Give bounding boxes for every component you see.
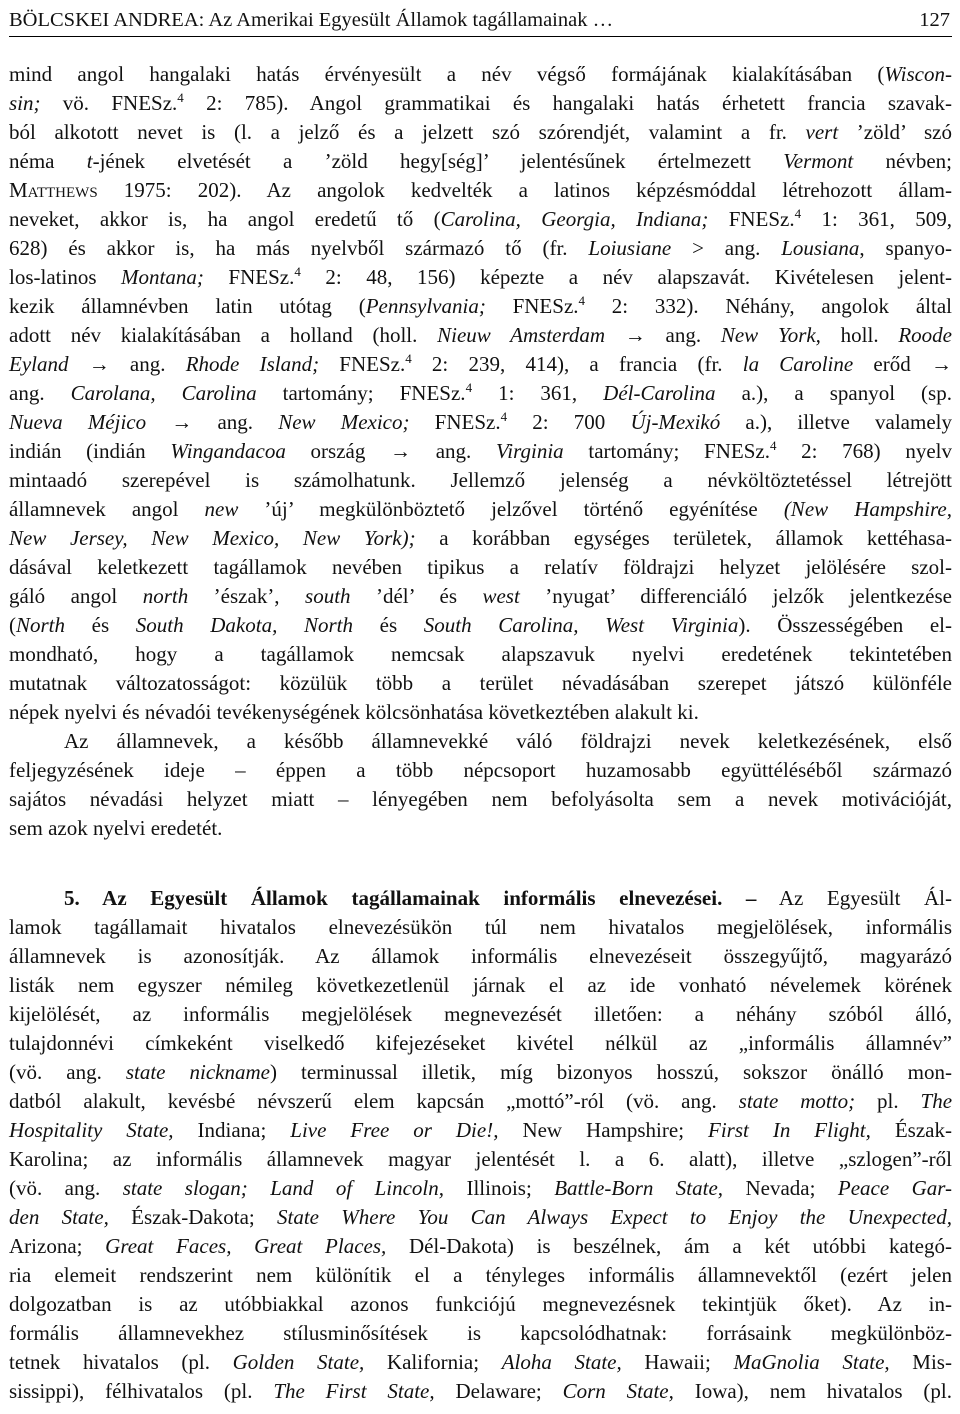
header-title [9, 9, 613, 32]
paragraph: tulajdonnévi címkeként viselkedő kifejezéseket kivétel nélkül az „informális államnév” [9, 1031, 952, 1055]
paragraph: ból alkotott nevet is (l. a jelző és a jelzett szó szórendjét, valamint a fr. vert ’zöld’ szó [9, 120, 953, 144]
paragraph: los-latinos Montana; FNESz.$^4$ 2: 48, 156) képezte a név alapszavát. Kivételesen jelent- [9, 264, 952, 289]
paragraph: népek nyelvi és névadói tevékenységének kölcsönhatása következtében alakult ki. [9, 700, 699, 724]
paragraph: Hospitality State, Indiana; Live Free or Die!, New Hampshire; First In Flight, Észak- [9, 1118, 952, 1142]
paragraph: dolgozatban is az utóbbiakkal azonos funkciójú megnevezésnek tekintjük őket). Az in- [9, 1292, 952, 1316]
paragraph: 628) és akkor is, ha más nyelvből származó tő (fr. Loiusiane > ang. Lousiana, spanyo- [9, 236, 952, 260]
paragraph: (vö. ang. state slogan; Land of Lincoln, Illinois; Battle-Born State, Nevada; Peace Gar- [9, 1176, 953, 1200]
paragraph: Arizona; Great Faces, Great Places, Dél-Dakota) is beszélnek, ám a két utóbbi kategó- [9, 1234, 952, 1258]
paragraph: Karolina; az informális államnevek magyar jelentését l. a 6. alatt), illetve „szlogen”-ről [9, 1147, 952, 1171]
header-author: BÖLCSKEI ANDREA [9, 9, 199, 31]
paragraph: (vö. ang. state nickname) terminussal illetik, míg bizonyos hosszú, sokszor önálló mon- [9, 1060, 952, 1084]
paragraph: kezik államnévben latin utótag (Pennsylvania; FNESz.$^4$ 2: 332). Néhány, angolok által [9, 293, 952, 318]
paragraph: sissippi), félhivatalos (pl. The First State, Delaware; Corn State, Iowa), nem hivatalos (pl. [9, 1379, 953, 1403]
paragraph: den State, Észak-Dakota; State Where You Can Always Expect to Enjoy the Unexpected, [9, 1205, 952, 1229]
paragraph: mintaadó szerepével is számolhatunk. Jellemző jelenség a névköltöztetéssel létrejött [9, 468, 952, 492]
paragraph: sem azok nyelvi eredetét. [9, 816, 223, 840]
paragraph: feljegyzésének ideje – éppen a több népcsoport huzamosabb együttéléséből származó [9, 758, 952, 782]
paragraph: neveket, akkor is, ha angol eredetű tő (Carolina, Georgia, Indiana; FNESz.$^4$ 1: 361, 509, [9, 206, 952, 231]
paragraph: listák nem egyszer némileg következetlenül járnak el az ide vonható névelemek körének [9, 973, 952, 997]
paragraph: kijelölését, az informális megjelölések megnevezését illetően: a néhány szóból álló, [9, 1002, 952, 1026]
paragraph: lamok tagállamait hivatalos elnevezésükön túl nem hivatalos megjelölések, informális [9, 915, 952, 939]
body-text [9, 60, 952, 1406]
section-heading-paragraph: 5. Az Egyesült Államok tagállamainak informális elnevezései. – Az Egyesült Ál- [64, 886, 952, 910]
paragraph: Az államnevek, a később államnevekké váló földrajzi nevek keletkezésének, első [64, 729, 952, 753]
paragraph: államnevek angol new ’új’ megkülönböztető jelzővel történő egyénítése (New Hampshire, [9, 497, 952, 521]
paragraph: ria elemeit rendszerint nem különítik el a tényleges informális államnevektől (ezért jelen [9, 1263, 952, 1287]
paragraph: New Jersey, New Mexico, New York); a korábban egységes területek, államok kettéhasa- [9, 526, 953, 550]
paragraph: datból alakult, kevésbé névszerű elem kapcsán „mottó”-ról (vö. ang. state motto; pl. The [9, 1089, 953, 1113]
paragraph: indián (indián Wingandacoa ország → ang. Virginia tartomány; FNESz.$^4$ 2: 768) nyelv [9, 438, 952, 463]
paragraph: adott név kialakításában a holland (holl. Nieuw Amsterdam → ang. New York, holl. Roode [9, 323, 953, 347]
paragraph: néma t-jének elvetését a ’zöld hegy[ség]’ jelentésűnek értelmezett Vermont névben; [9, 149, 952, 173]
paragraph: mondható, hogy a tagállamok nemcsak alapszavuk nyelvi eredetének tekintetében [9, 642, 952, 666]
paragraph: tetnek hivatalos (pl. Golden State, Kalifornia; Aloha State, Hawaii; MaGnolia State, Mis- [9, 1350, 952, 1374]
paragraph: államnevek is azonosítják. Az államok informális elnevezéseit összegyűjtő, magyarázó [9, 944, 952, 968]
paragraph: gáló angol north ’észak’, south ’dél’ és west ’nyugat’ differenciáló jelzők jelentkezése [9, 584, 953, 608]
paragraph: ang. Carolana, Carolina tartomány; FNESz.$^4$ 1: 361, Dél-Carolina a.), a spanyol (sp. [9, 380, 952, 405]
paragraph: sin; vö. FNESz.$^4$ 2: 785). Angol grammatikai és hangalaki hatás érhetett francia szavak- [9, 90, 952, 115]
paragraph: formális államnevekhez stílusminősítések is kapcsolódhatnak: forrásaink megkülönböz- [9, 1321, 952, 1345]
paragraph: mind angol hangalaki hatás érvényesült a név végső formájának kialakításában (Wiscon- [9, 62, 952, 86]
paragraph: (North és South Dakota, North és South Carolina, West Virginia). Összességében el- [9, 613, 952, 637]
header-title-text: : Az Amerikai Egyesült Államok tagállamainak … [198, 9, 614, 31]
paragraph: Nueva Méjico → ang. New Mexico; FNESz.$^4$ 2: 700 Új-Mexikó a.), illetve valamely [9, 409, 952, 434]
paragraph: mutatnak változatosságot: közülük több a terület névadásában szerepet játszó különféle [9, 671, 952, 695]
paragraph: Matthews 1975: 202). Az angolok kedvelték a latinos képzésmóddal létrehozott állam- [9, 178, 952, 202]
running-header [9, 6, 952, 37]
page-number: 127 [919, 9, 950, 31]
paragraph: Eyland → ang. Rhode Island; FNESz.$^4$ 2: 239, 414), a francia (fr. la Caroline erőd → [9, 351, 952, 376]
paragraph: dásával keletkezett tagállamok nevében tipikus a relatív földrajzi helyzet jelölésére szol- [9, 555, 952, 579]
paragraph: sajátos névadási helyzet miatt – lényegében nem befolyásolta sem a nevek motivációját, [9, 787, 952, 811]
